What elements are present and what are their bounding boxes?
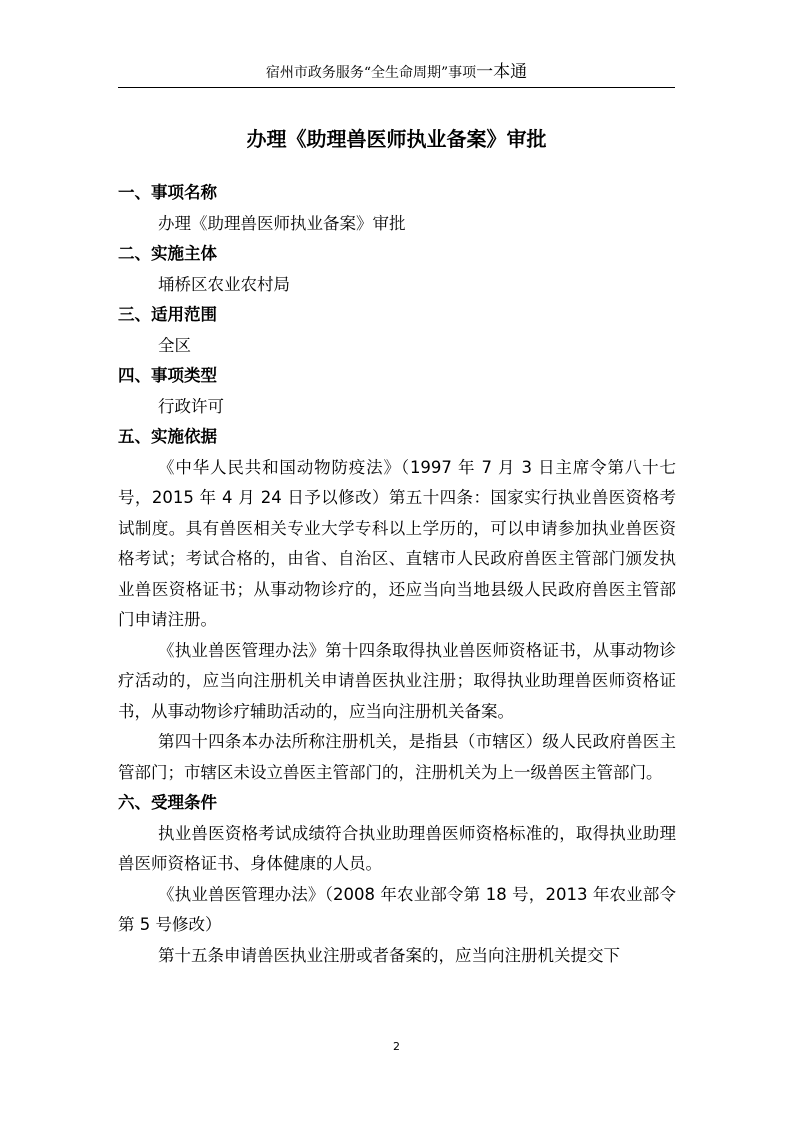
section-value-scope: 全区 <box>158 335 191 355</box>
acceptance-paragraph: 《执业兽医管理办法》（2008 年农业部令第 18 号，2013 年农业部令第 5 号修改） <box>118 884 676 934</box>
document-body <box>118 178 676 971</box>
section-value-item-type: 行政许可 <box>158 396 224 416</box>
section-heading-implementer: 二、实施主体 <box>118 244 217 263</box>
section-value-implementer: 埇桥区农业农村局 <box>158 274 290 294</box>
header-text-emphasis: 一本通 <box>476 62 528 82</box>
acceptance-paragraph: 执业兽医资格考试成绩符合执业助理兽医师资格标准的，取得执业助理兽医师资格证书、身体健康的人员。 <box>118 823 676 873</box>
section-heading-scope: 三、适用范围 <box>118 305 217 324</box>
section-heading-item-type: 四、事项类型 <box>118 366 217 385</box>
header-rule <box>118 87 675 88</box>
page-header <box>0 62 793 83</box>
page-number: 2 <box>393 1040 400 1053</box>
section-heading-acceptance-conditions: 六、受理条件 <box>118 793 217 812</box>
acceptance-paragraph: 第十五条申请兽医执业注册或者备案的，应当向注册机关提交下 <box>158 945 620 965</box>
legal-basis-paragraph: 《执业兽医管理办法》第十四条取得执业兽医师资格证书，从事动物诊疗活动的，应当向注册机关申请兽医执业注册；取得执业助理兽医师资格证书，从事动物诊疗辅助活动的，应当向注册机关备案。 <box>118 640 676 721</box>
legal-basis-paragraph: 《中华人民共和国动物防疫法》（1997 年 7 月 3 日主席令第八十七号，2015 年 4 月 24 日予以修改）第五十四条：国家实行执业兽医资格考试制度。具有兽医相关专业大学专科以上学历的，可以申请参加执业兽医资格考试；考试合格的，由省、自治区、直辖市人民政府兽医主管部门颁发执业兽医资格证书；从事动物诊疗的，还应当向当地县级人民政府兽医主管部门申请注册。 <box>118 457 676 629</box>
header-text: 宿州市政务服务“全生命周期”事项 <box>265 65 477 81</box>
section-heading-item-name: 一、事项名称 <box>118 183 217 202</box>
section-value-item-name: 办理《助理兽医师执业备案》审批 <box>158 213 406 233</box>
document-title: 办理《助理兽医师执业备案》审批 <box>246 127 547 151</box>
section-heading-legal-basis: 五、实施依据 <box>118 427 217 446</box>
legal-basis-paragraph: 第四十四条本办法所称注册机关，是指县（市辖区）级人民政府兽医主管部门；市辖区未设立兽医主管部门的，注册机关为上一级兽医主管部门。 <box>118 732 676 782</box>
